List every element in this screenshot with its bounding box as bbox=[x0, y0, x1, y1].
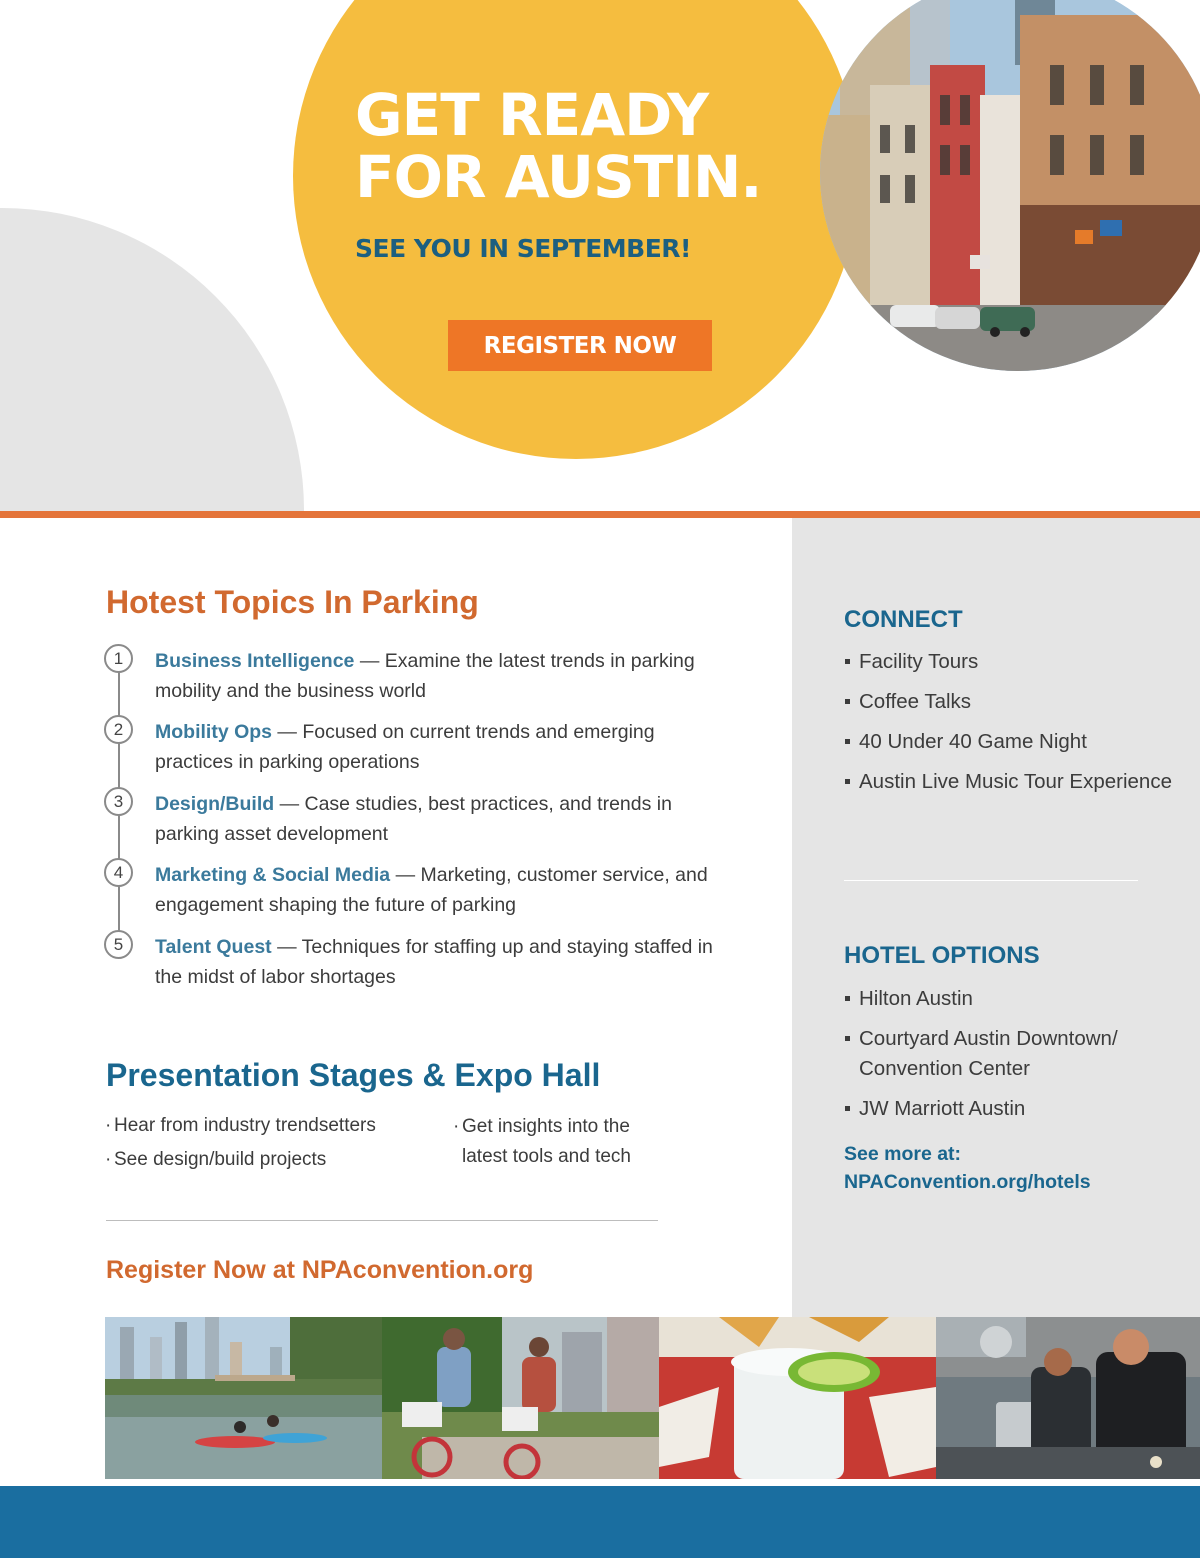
hero-title-line1: GET READY bbox=[355, 81, 709, 149]
topic-name: Talent Quest bbox=[155, 936, 272, 958]
topic-item bbox=[104, 789, 724, 849]
hotel-list bbox=[844, 984, 1174, 1134]
stages-item: · Get insights into the bbox=[453, 1112, 631, 1142]
topic-text bbox=[155, 860, 724, 920]
topic-name: Marketing & Social Media bbox=[155, 864, 391, 886]
topic-number-badge: 4 bbox=[104, 858, 133, 887]
connect-item: Facility Tours bbox=[844, 647, 1174, 677]
topic-number-badge: 1 bbox=[104, 644, 133, 673]
hotels-link[interactable]: NPAConvention.org/hotels bbox=[844, 1171, 1091, 1193]
hero-subtitle: SEE YOU IN SEPTEMBER! bbox=[355, 234, 691, 263]
register-now-button[interactable]: REGISTER NOW bbox=[448, 320, 712, 371]
hero-section bbox=[0, 0, 1200, 512]
margarita-chips-photo bbox=[659, 1317, 936, 1479]
chefs-kitchen-photo bbox=[936, 1317, 1200, 1479]
stages-item-continued: latest tools and tech bbox=[462, 1146, 631, 1167]
topic-number-badge: 3 bbox=[104, 787, 133, 816]
connect-item: Austin Live Music Tour Experience bbox=[844, 767, 1174, 797]
topic-name: Design/Build bbox=[155, 793, 275, 815]
hero-title bbox=[355, 81, 825, 211]
topic-description: — Examine the latest trends in parking mobility and the business world bbox=[155, 650, 695, 702]
decorative-gray-circle bbox=[0, 208, 304, 512]
hotel-item: Hilton Austin bbox=[844, 984, 1174, 1014]
topic-item bbox=[104, 932, 724, 992]
decorative-yellow-circle bbox=[293, 0, 859, 459]
stages-item: · Hear from industry trendsetters bbox=[105, 1111, 376, 1141]
see-more-label: See more at: bbox=[844, 1143, 962, 1165]
sidebar-divider bbox=[844, 880, 1138, 881]
connect-item: Coffee Talks bbox=[844, 687, 1174, 717]
topic-number-badge: 5 bbox=[104, 930, 133, 959]
footer-band bbox=[0, 1486, 1200, 1558]
stages-title: Presentation Stages & Expo Hall bbox=[106, 1057, 601, 1093]
topic-description: — Marketing, customer service, and engagement shaping the future of parking bbox=[155, 864, 708, 916]
topic-text bbox=[155, 932, 724, 992]
topic-number-badge: 2 bbox=[104, 715, 133, 744]
topic-item bbox=[104, 646, 724, 706]
hotel-item: JW Marriott Austin bbox=[844, 1094, 1174, 1124]
topic-text bbox=[155, 789, 724, 849]
register-link[interactable]: Register Now at NPAconvention.org bbox=[106, 1256, 534, 1284]
topic-item bbox=[104, 860, 724, 920]
stages-item: · See design/build projects bbox=[105, 1145, 376, 1175]
topics-title: Hotest Topics In Parking bbox=[106, 584, 479, 620]
connect-item: 40 Under 40 Game Night bbox=[844, 727, 1174, 757]
hotel-item: Courtyard Austin Downtown/ Convention Center bbox=[844, 1024, 1174, 1084]
topic-description: — Case studies, best practices, and trends in parking asset development bbox=[155, 793, 672, 845]
austin-street-photo bbox=[820, 0, 1200, 371]
topic-description: — Focused on current trends and emerging practices in parking operations bbox=[155, 721, 655, 773]
hotels-see-more bbox=[844, 1140, 1091, 1196]
topic-name: Mobility Ops bbox=[155, 721, 272, 743]
stages-right-list bbox=[453, 1112, 631, 1172]
topic-name: Business Intelligence bbox=[155, 650, 355, 672]
kayakers-lady-bird-lake-photo bbox=[105, 1317, 382, 1479]
photo-strip bbox=[105, 1317, 1200, 1479]
orange-divider bbox=[0, 511, 1200, 518]
connect-heading: CONNECT bbox=[844, 606, 963, 633]
connect-list bbox=[844, 647, 1174, 807]
info-sidebar bbox=[792, 518, 1200, 1318]
stages-left-list bbox=[105, 1111, 376, 1175]
topic-description: — Techniques for staffing up and staying staffed in the midst of labor shortages bbox=[155, 936, 713, 988]
topic-item bbox=[104, 717, 724, 777]
cyclists-bike-share-photo bbox=[382, 1317, 659, 1479]
topic-text bbox=[155, 717, 724, 777]
hero-title-line2: FOR AUSTIN. bbox=[355, 143, 762, 211]
content-divider bbox=[106, 1220, 658, 1221]
hotel-options-heading: HOTEL OPTIONS bbox=[844, 942, 1040, 969]
topic-text bbox=[155, 646, 724, 706]
